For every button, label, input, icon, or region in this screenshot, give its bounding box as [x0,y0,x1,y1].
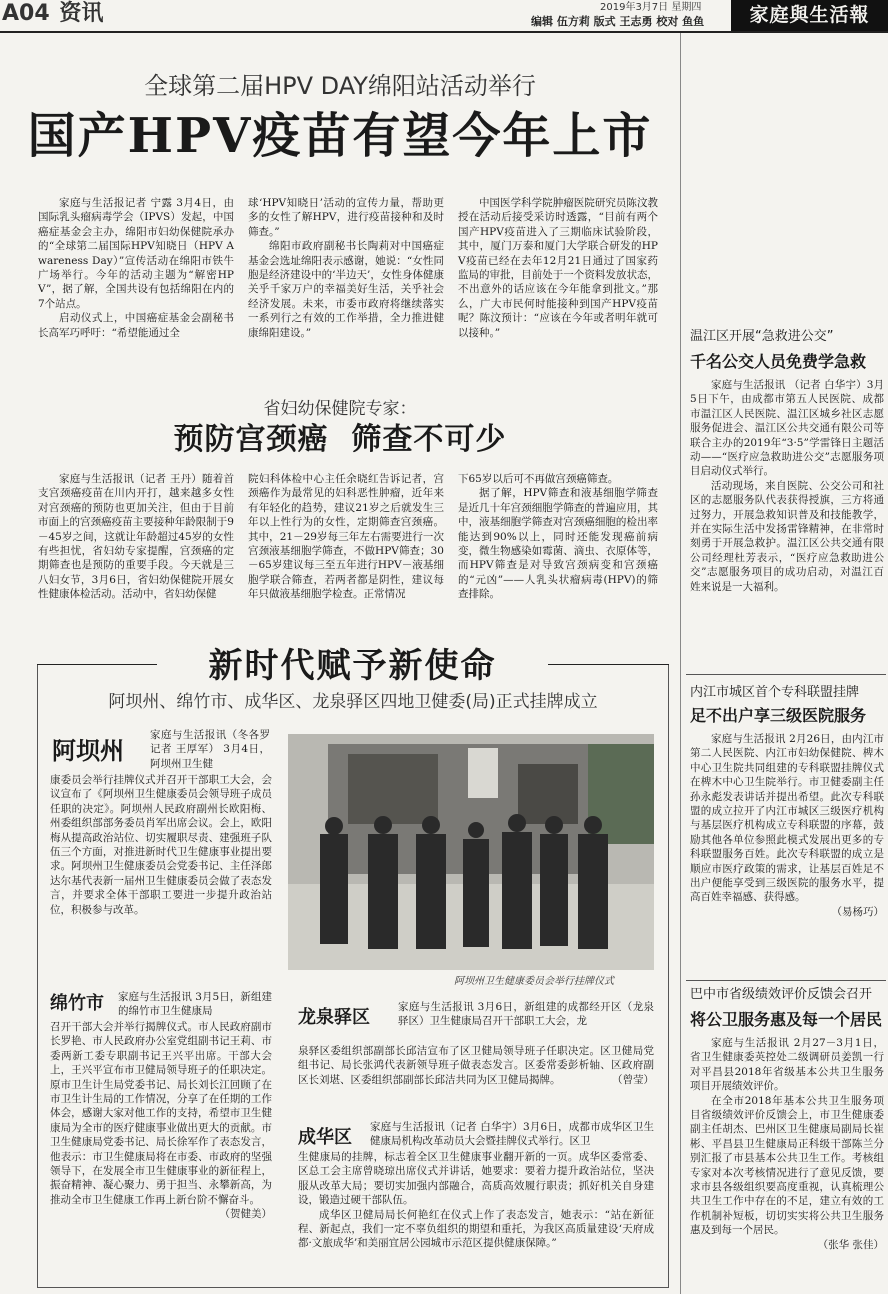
paragraph: 家庭与生活报讯（记者 王丹）随着首支宫颈癌疫苗在川内开打，越来越多女性对宫颈癌的预防也更加关注，但由于目前市面上的宫颈癌疫苗主要接种年龄限制于9－45岁之间，这就让年龄超过45岁的女性有些担忧，省妇幼专家提醒，宫颈癌的定期筛查也是预防的重要手段。今天就是三八妇女节，3月6日，省妇幼保健院开展女性健康体检活动。活动中，省妇幼保健 [38,473,234,601]
paragraph: 中国医学科学院肿瘤医院研究员陈汶教授在活动后接受采访时透露，“目前有两个国产HPV疫苗进入了三期临床试验阶段，其中，厦门万泰和厦门大学联合研发的HPV疫苗已经在去年12月21日通过了国家药监局的审批，目前处于一个资料发放状态，不出意外的话应该在今年能拿到批文。”那么，广大市民何时能接种到国产HPV疫苗呢？陈汶预计：“应该在今年或者明年就可以接种。” [458,197,658,339]
feature-headline: 新时代赋予新使命 [157,646,548,686]
section-name: 资讯 [59,1,104,26]
photo-officials [288,734,654,970]
second-kicker: 省妇幼保健院专家： [263,399,417,419]
paragraph: 家庭与生活报记者 宁露 3月4日，由国际乳头瘤病毒学会（IPVS）发起，中国癌症基金会主办，绵阳市妇幼保健院承办的“全球第二届国际HPV知晓日（HPV Awareness Day）”宣传活动在绵阳市铁牛广场举行。今年的活动主题为“解密HPV”，据了解，全国共设有包括绵阳在内的7个站点。 [38,197,234,310]
mianzhu-body [50,1020,272,1222]
longquan-heading: 龙泉驿区 [298,1007,370,1028]
aba-byline: 家庭与生活报讯（冬各罗 记者 王厚军） 3月4日，阿坝州卫生健 [150,729,270,770]
feature-subtitle: 阿坝州、绵竹市、成华区、龙泉驿区四地卫健委(局)正式挂牌成立 [108,692,598,712]
paragraph: 绵阳市政府副秘书长陶莉对中国癌症基金会选址绵阳表示感谢，她说：“女性同胞是经济建设中的‘半边天’，女性身体健康关乎千家万户的幸福美好生活，关乎社会经济发展。未来，市委市政府将继续落实一系列行之有效的工作举措，全力推进健康绵阳建设。” [248,240,444,339]
paragraph: 院妇科体检中心主任余晓红告诉记者，宫颈癌作为最常见的妇科恶性肿瘤，近年来有年轻化的趋势，建议21岁之后就发生三年以上性行为的女性，定期筛查宫颈癌。其中，21－29岁每三年左右需要进行一次宫颈液基细胞学筛查，不做HPV筛查；30－65岁建议每三至五年进行HPV－液基细胞学联合筛查，若两者都是阴性，建议每年只做液基细胞学检查。正常情况 [248,473,444,601]
second-column-3 [458,472,658,602]
photo-caption: 阿坝州卫生健康委员会举行挂牌仪式 [454,976,614,987]
paragraph: 生健康局的挂牌，标志着全区卫生健康事业翻开新的一页。成华区委常委、区总工会主席曾晓琼出席仪式并讲话，她要求：要着力提升政治站位，坚决服从改革大局；要切实加强内部融合，高质高效履行职责；抓好机关自身建设，锻造过硬干部队伍。 [298,1151,654,1207]
paragraph: 家庭与生活报讯 2月27－3月1日，省卫生健康委英控处二级调研员姜凯一行对平昌县2018年省级基本公共卫生服务项目开展绩效评价。 [690,1037,884,1093]
paragraph: 据了解，HPV筛查和液基细胞学筛查是近几十年宫颈细胞学筛查的普遍应用，其中，液基细胞学筛查对宫颈癌细胞的检出率能达到90%以上，同时还能发现癌前病变，微生物感染如霉菌、滴虫、衣原体等，而HPV筛查是对导致宫颈病变和宫颈癌的“元凶”——人乳头状瘤病毒(HPV)的筛查排除。 [458,487,658,601]
side1-headline: 千名公交人员免费学急救 [690,352,867,371]
byline-signature: （张华 张佳） [817,1238,884,1251]
lead-column-1 [38,196,234,340]
byline-signature: （贺健美） [219,1208,272,1221]
side2-kicker: 内江市城区首个专科联盟挂牌 [690,685,860,700]
page-label [2,0,103,28]
paragraph: 成华区卫健局局长何艳红在仪式上作了表态发言，她表示：“站在新征程、新起点，我们一定不辜负组织的期望和重托，为我区高质量建设‘天府成都·文旅成华’和美丽宜居公园城市示范区提供健康保障。” [298,1208,654,1250]
paragraph: 下65岁以后可不再做宫颈癌筛查。 [458,473,619,485]
paper-logo: 家庭與生活報 [731,0,888,31]
paragraph: 球‘HPV知晓日’活动的宣传力量，帮助更多的女性了解HPV，进行疫苗接种和及时筛查。” [248,197,444,238]
second-column-2 [248,472,444,602]
side3-body [690,1036,884,1252]
issue-date: 2019年3月7日 星期四 [600,2,702,13]
paragraph: 家庭与生活报讯 2月26日，由内江市第二人民医院、内江市妇幼保健院、椑木中心卫生院共同组建的专科联盟挂牌仪式在椑木中心卫生院举行。市卫健委副主任孙永彪发表讲话并提出希望。此次专科联盟的成立拉开了内江市城区三级医疗机构与基层医疗机构成立专科联盟的序幕，鼓励其他各单位参照此模式发展出更多的专科联盟服务百姓。此次专科联盟的成立是顺应市医疗政策的需求，让基层百姓足不出户便能享受到三级医院的服务水平，提高百姓幸福感、获得感。 [690,733,884,904]
paragraph: 召开干部大会并举行揭牌仪式。市人民政府副市长罗艳、市人民政府办公室党组副书记王莉、市委两新工委专职副书记王兴平出席。干部大会上，王兴平宣布市卫健局领导班子的任职决定。原市卫生计生局党委书记、局长刘长江回顾了在市卫生计生局的工作情况，分享了在任期的工作体会，感谢大家对他工作的支持，希望市卫生健康局为全市的医疗健康事业做出更大的贡献。市卫生健康局党委书记、局长徐军作了表态发言，他表示：市卫生健康局将在市委、市政府的坚强领导下，在发展全市卫生健康事业的新征程上，振奋精神、凝心聚力、勇于担当、永攀新高，为推动全市卫生健康工作再上新台阶不懈奋斗。 [50,1021,272,1206]
second-headline: 预防宫颈癌 筛查不可少 [173,422,507,457]
paragraph: 泉驿区委组织部副部长邱洁宣布了区卫健局领导班子任职决定。区卫健局党组书记、局长张鸿代表新领导班子做表态发言。区委常委彭析轴、区政府副区长刘堪、区委组织部副部长邱洁共同为区卫健局揭牌。 [298,1045,654,1086]
paragraph: 在全市2018年基本公共卫生服务项目省级绩效评价反馈会上，市卫生健康委副主任胡杰、巴州区卫生健康局副局长崔彬、平昌县卫生健康局正科级干部陈兰分别汇报了市县基本公共卫生工作。考核组专家对本次考核情况进行了意见反馈，要求市县各级组织要高度重视，认真梳理公共卫生工作中存在的不足，建立有效的工作机制补短板，切切实实将公共卫生服务惠及到每一个居民。 [690,1094,884,1237]
chenghua-heading: 成华区 [298,1127,352,1148]
mianzhu-byline: 家庭与生活报讯 3月5日，新组建的绵竹市卫生健康局 [118,991,272,1018]
mianzhu-heading: 绵竹市 [50,993,104,1014]
masthead-rule [0,31,888,33]
byline-signature: （易杨巧） [831,905,884,918]
chenghua-byline: 家庭与生活报讯（记者 白华宇）3月6日，成都市成华区卫生健康局机构改革动员大会暨挂牌仪式举行。区卫 [370,1121,654,1148]
editor-credits: 编辑 伍方莉 版式 王志勇 校对 鱼鱼 [531,15,705,28]
longquan-byline: 家庭与生活报讯 3月6日，新组建的成都经开区（龙泉驿区）卫生健康局召开干部职工大会，龙 [398,1001,654,1028]
side3-kicker: 巴中市省级绩效评价反馈会召开 [690,987,873,1002]
side2-body [690,732,884,919]
feature-rule-right [548,664,669,665]
paragraph: 启动仪式上，中国癌症基金会副秘书长高军巧呼吁：“希望能通过全 [38,312,234,339]
paragraph: 活动现场，来自医院、公交公司和社区的志愿服务队代表获得授旗，三方将通过努力，开展急救知识普及和技能教学，并在实际生活中发扬雷锋精神，在非常时刻勇于开展急救护。温江区公共交通有限公司经理杜芳表示，“医疗应急救助进公交”志愿服务项目的成功启动，对温江百姓来说是一大福利。 [690,479,884,593]
side2-headline: 足不出户享三级医院服务 [690,706,867,725]
lead-kicker: 全球第二届HPV DAY绵阳站活动举行 [144,72,536,100]
second-column-1 [38,472,234,602]
side-rule-1 [686,674,886,675]
lead-column-3 [458,196,658,340]
side1-body [690,378,884,594]
aba-body: 康委员会举行挂牌仪式并召开干部职工大会，会议宣布了《阿坝州卫生健康委员会领导班子成员任职的决定》。阿坝州人民政府副州长欧阳梅、州委组织部部务委员肖军出席会议。会上，欧阳梅从提高政治站位、切实履职尽责、建强班子队伍三个方面，对推进新时代卫生健康事业提出要求。阿坝州卫生健康委员会党委书记、主任泽郎达尔基代表新一届州卫生健康委员会做了表态发言，并要求全体干部职工要进一步提升政治站位，积极参与改革。 [50,774,272,916]
feature-rule-left [37,664,157,665]
sidebar-divider [680,33,681,1294]
lead-column-2 [248,196,444,340]
aba-heading: 阿坝州 [52,736,124,765]
longquan-body [298,1044,654,1087]
lead-headline: 国产HPV疫苗有望今年上市 [27,108,653,164]
chenghua-body [298,1150,654,1251]
page-number: A04 [2,1,50,26]
paragraph: 家庭与生活报讯 （记者 白华宇）3月5日下午，由成都市第五人民医院、成都市温江区人民医院、温江区城乡社区志愿服务促进会、温江区公共交通有限公司等联合主办的2019年“3·5”学雷锋日主题活动——“医疗应急救助进公交”志愿服务项目启动仪式举行。 [690,379,884,478]
byline-signature: （曾莹） [612,1073,654,1086]
side1-kicker: 温江区开展“急救进公交” [690,329,834,344]
side3-headline: 将公卫服务惠及每一个居民 [690,1010,883,1029]
side-rule-2 [686,980,886,981]
